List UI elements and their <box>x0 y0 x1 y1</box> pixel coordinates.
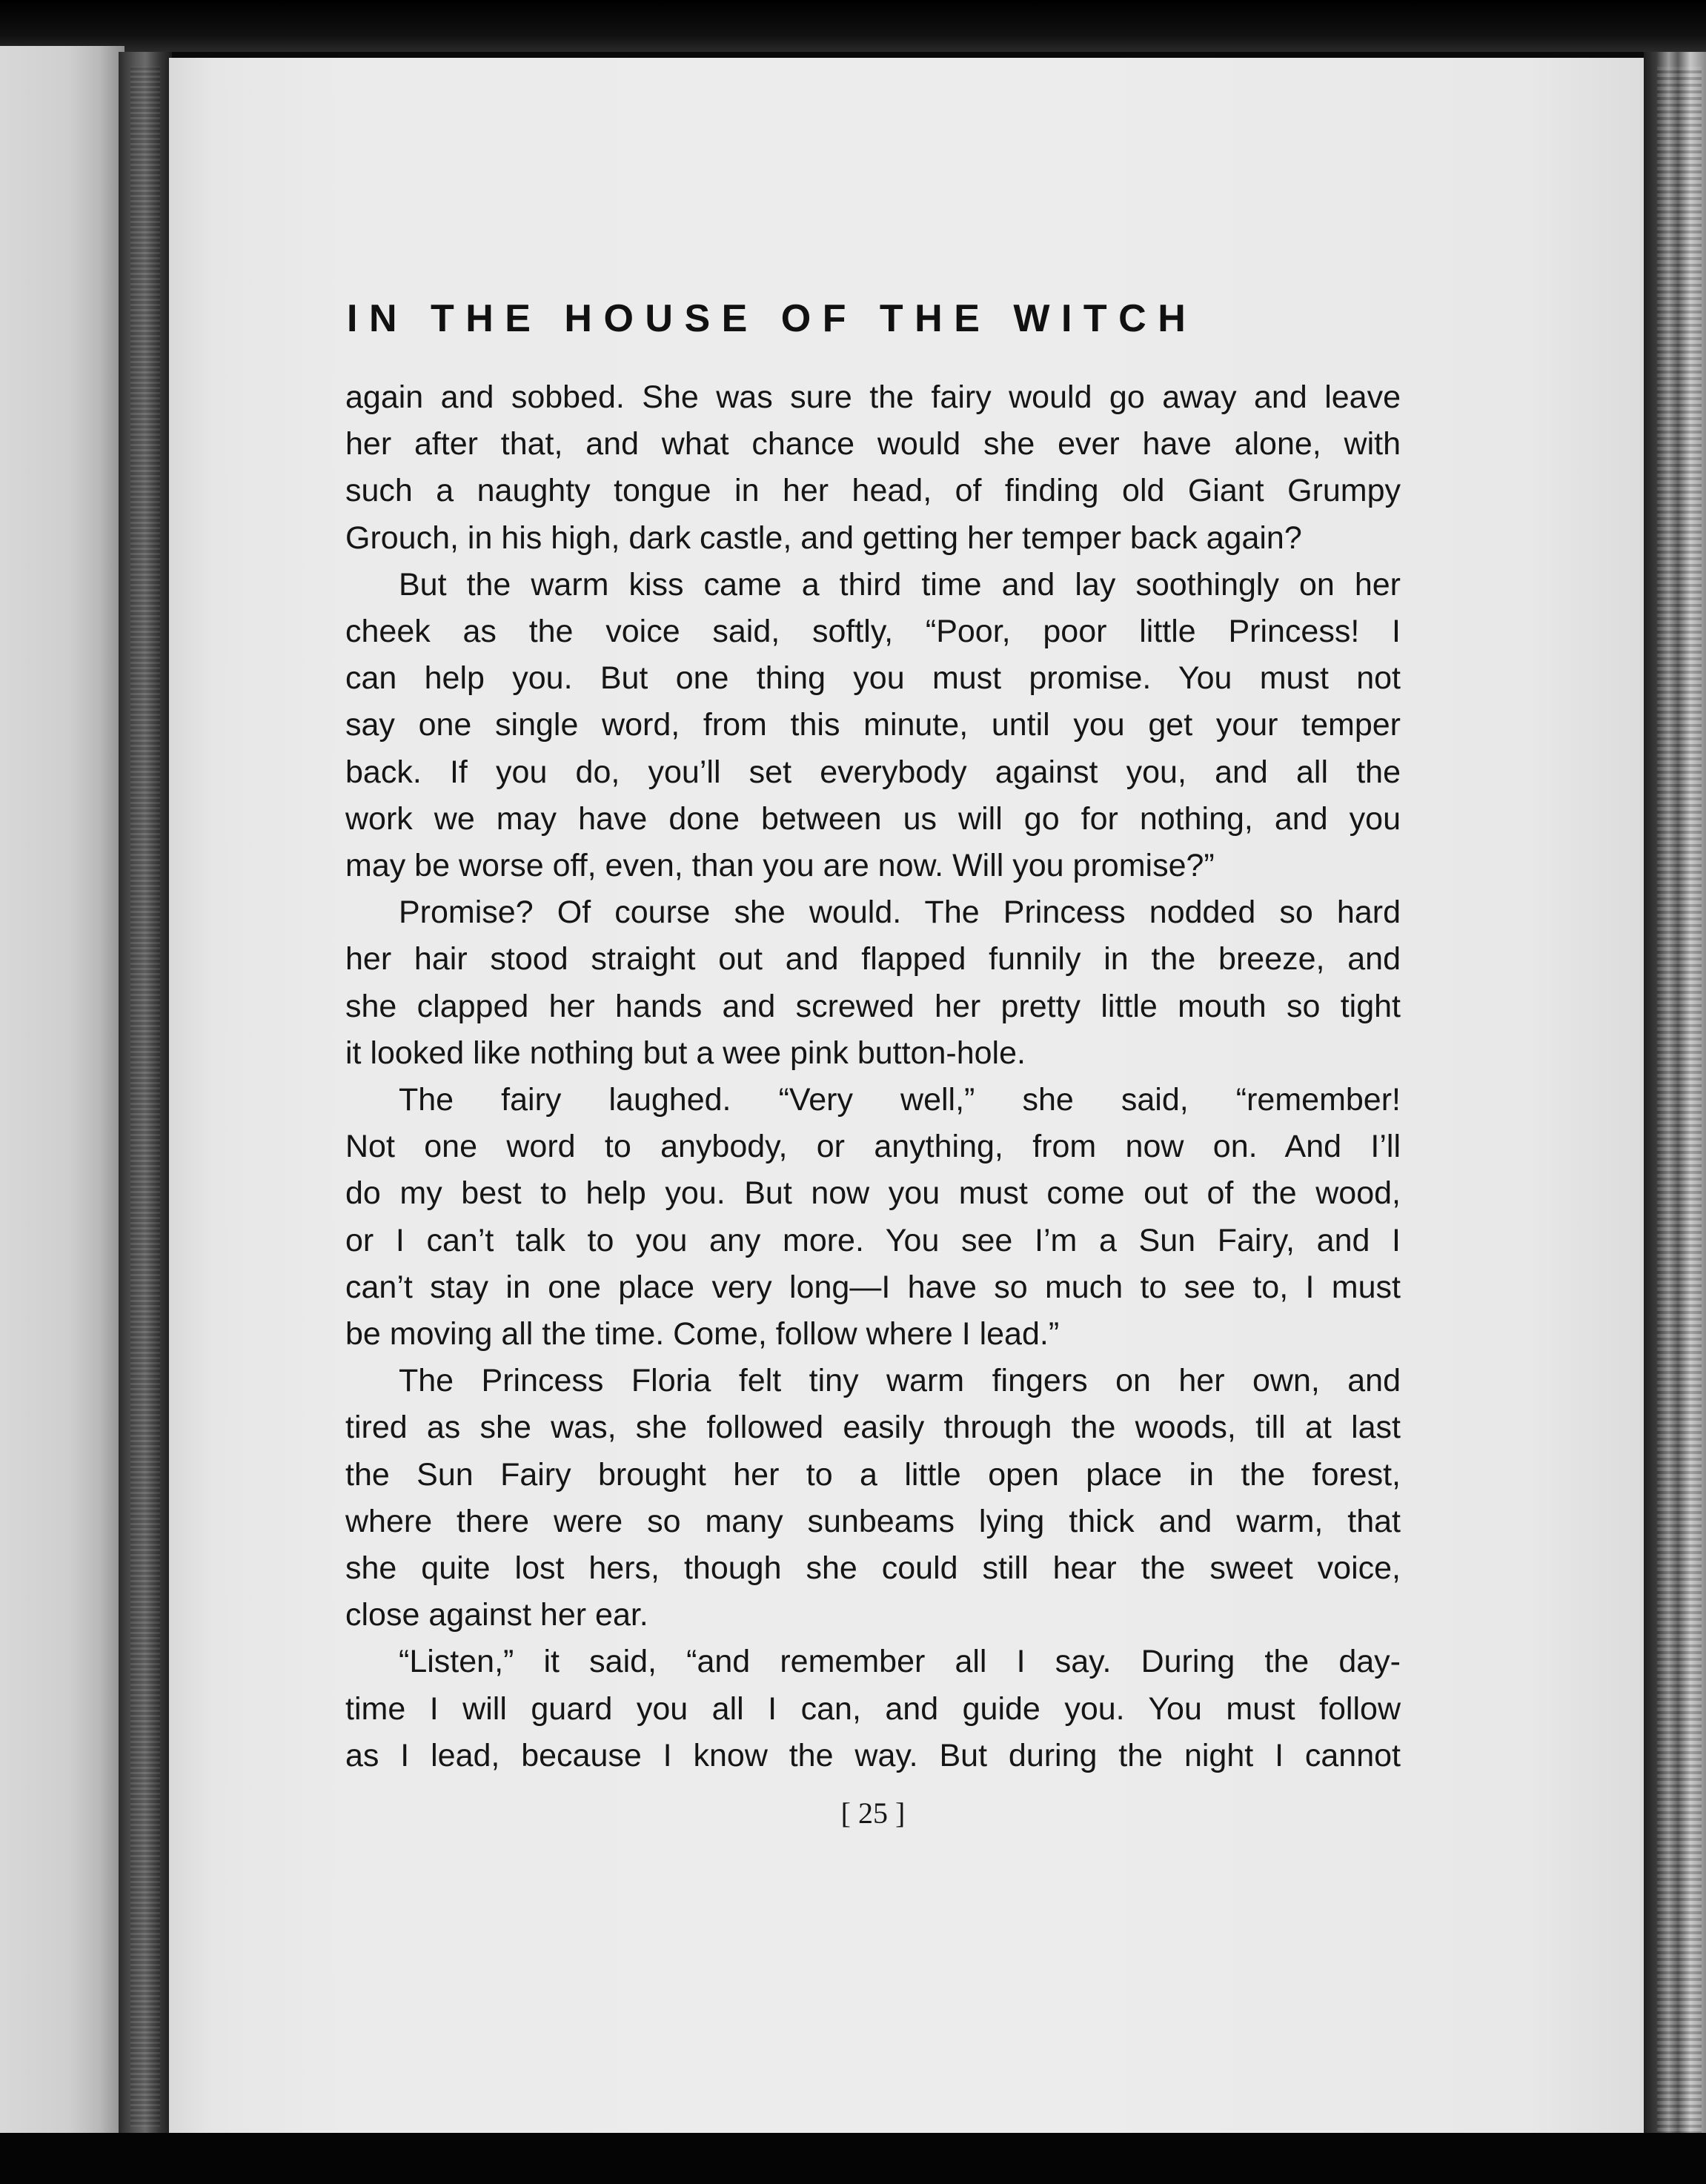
text-line: such a naughty tongue in her head, of finding old Giant Grumpy <box>345 473 1401 509</box>
gutter-shadow-texture <box>130 67 160 2127</box>
text-line: again and sobbed. She was sure the fairy would go away and leave <box>345 379 1401 415</box>
text-line: back. If you do, you’ll set everybody against you, and all the <box>345 754 1401 790</box>
page-edge-texture <box>1657 67 1702 2134</box>
text-line: say one single word, from this minute, until you get your temper <box>345 707 1401 743</box>
scan-bottom-border <box>0 2133 1706 2184</box>
text-line: The Princess Floria felt tiny warm fingers on her own, and <box>399 1363 1401 1399</box>
text-line: she quite lost hers, though she could still hear the sweet voice, <box>345 1550 1401 1587</box>
text-line: work we may have done between us will go for nothing, and you <box>345 800 1401 837</box>
text-line: do my best to help you. But now you must come out of the wood, <box>345 1175 1401 1212</box>
text-line: close against her ear. <box>345 1597 648 1633</box>
running-head: IN THE HOUSE OF THE WITCH <box>347 297 1198 340</box>
text-line: Grouch, in his high, dark castle, and getting her temper back again? <box>345 520 1302 556</box>
body-text <box>345 374 1401 1779</box>
text-line: it looked like nothing but a wee pink button-hole. <box>345 1035 1026 1071</box>
text-line: her after that, and what chance would she ever have alone, with <box>345 426 1401 462</box>
text-line: But the warm kiss came a third time and lay soothingly on her <box>399 566 1401 603</box>
text-line: as I lead, because I know the way. But during the night I cannot <box>345 1737 1401 1773</box>
text-line: can help you. But one thing you must promise. You must not <box>345 660 1401 697</box>
text-line: can’t stay in one place very long—I have so much to see to, I must <box>345 1269 1401 1305</box>
text-line: her hair stood straight out and flapped funnily in the breeze, and <box>345 941 1401 978</box>
text-line: be moving all the time. Come, follow where I lead.” <box>345 1316 1060 1352</box>
text-line: where there were so many sunbeams lying thick and warm, that <box>345 1503 1401 1539</box>
text-line: the Sun Fairy brought her to a little open place in the forest, <box>345 1456 1401 1493</box>
text-line: cheek as the voice said, softly, “Poor, poor little Princess! I <box>345 614 1401 650</box>
text-line: may be worse off, even, than you are now. Will you promise?” <box>345 848 1215 884</box>
text-line: Promise? Of course she would. The Princess nodded so hard <box>399 894 1401 931</box>
text-line: time I will guard you all I can, and guide you. You must follow <box>345 1690 1401 1727</box>
facing-page-edge <box>0 46 125 2184</box>
text-line: “Listen,” it said, “and remember all I say. During the day- <box>399 1644 1401 1680</box>
page-number: [ 25 ] <box>840 1796 906 1830</box>
text-line: or I can’t talk to you any more. You see I’m a Sun Fairy, and I <box>345 1222 1401 1258</box>
scan-top-border <box>0 0 1706 52</box>
text-line: she clapped her hands and screwed her pretty little mouth so tight <box>345 988 1401 1024</box>
text-line: tired as she was, she followed easily through the woods, till at last <box>345 1410 1401 1446</box>
text-line: Not one word to anybody, or anything, from now on. And I’ll <box>345 1129 1401 1165</box>
text-line: The fairy laughed. “Very well,” she said, “remember! <box>399 1082 1401 1118</box>
